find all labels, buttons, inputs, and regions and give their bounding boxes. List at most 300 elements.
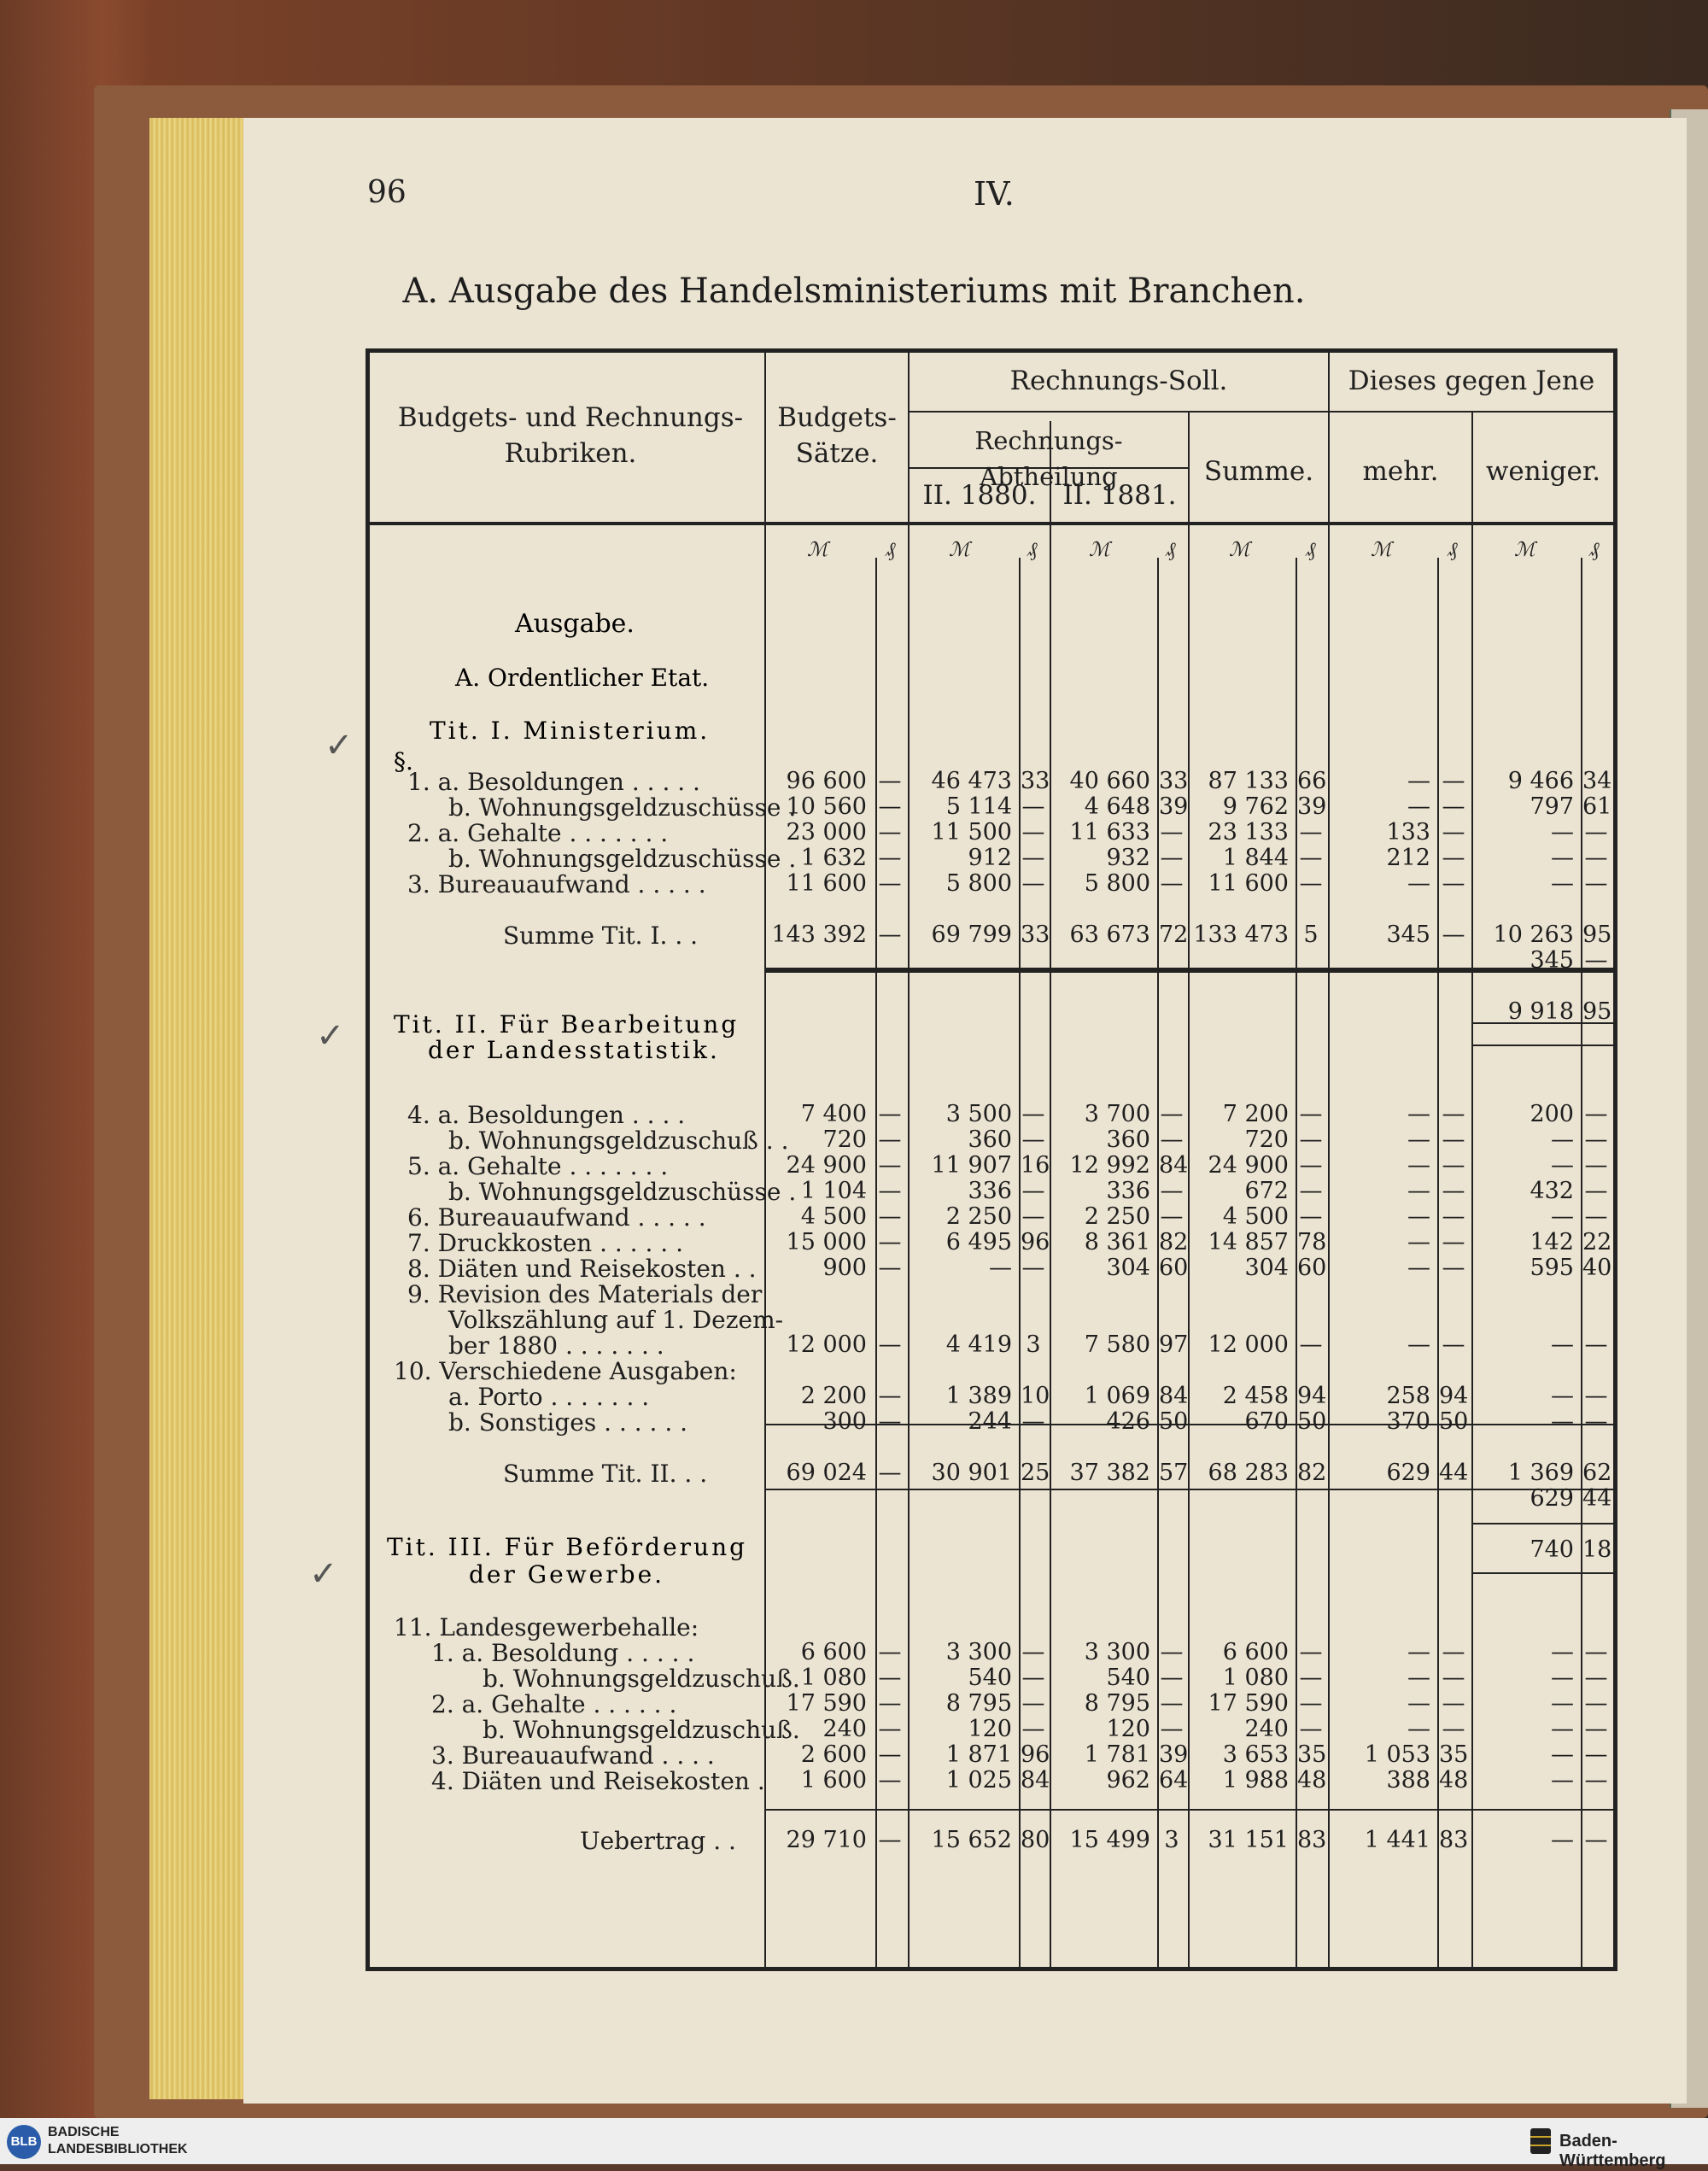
cell-a80p: — (1021, 1178, 1045, 1204)
cell-a80: 1 025 (945, 1767, 1012, 1794)
cell-mp: — (1442, 1178, 1465, 1204)
cell-w: — (1551, 1383, 1574, 1409)
cell-a81p: — (1160, 870, 1184, 897)
heading-tit1: Tit. I. Ministerium. (430, 717, 711, 745)
cell-s: 31 151 (1208, 1827, 1289, 1853)
cell-a81p: 50 (1159, 1408, 1189, 1435)
cell-s: 672 (1244, 1178, 1289, 1204)
cell-a81p: 57 (1159, 1460, 1189, 1486)
heading-paragraph: §. (394, 747, 413, 775)
cell-mp: — (1442, 1639, 1465, 1665)
row-label: 2. a. Gehalte . . . . . . (431, 1690, 677, 1718)
cell-a81p: 39 (1159, 793, 1189, 820)
table-row (370, 1331, 1622, 1360)
cell-a80p: 25 (1021, 1460, 1050, 1486)
cell-w: — (1551, 819, 1574, 846)
rule-h (370, 522, 1613, 525)
cell-m: — (1407, 768, 1430, 794)
unit-pf: ₰ (886, 539, 896, 561)
cell-bp: — (878, 1827, 902, 1853)
cell-s: 3 653 (1222, 1741, 1289, 1768)
cell-a81: 3 700 (1084, 1101, 1150, 1127)
cell-a81p: — (1160, 1690, 1184, 1717)
cell-wp: — (1584, 1716, 1608, 1742)
table-row (370, 1280, 1622, 1306)
row-label: 1. a. Besoldung . . . . . (431, 1639, 695, 1667)
cell-a80p: 96 (1021, 1229, 1050, 1255)
row-label: b. Sonstiges . . . . . . (448, 1408, 688, 1437)
cell-m: — (1407, 793, 1430, 820)
cell-a81: 360 (1106, 1126, 1150, 1153)
cell-sp: 60 (1297, 1255, 1327, 1281)
cell-m: 629 (1386, 1460, 1430, 1486)
cell-a80: 15 652 (931, 1827, 1012, 1853)
cell-a80: 5 800 (945, 870, 1012, 897)
cell-a81p: — (1160, 1178, 1184, 1204)
cell-wp: — (1584, 819, 1608, 846)
cell-bp: — (878, 1460, 902, 1486)
table-row (370, 1613, 1622, 1639)
cell-a81p: 64 (1159, 1767, 1189, 1794)
cell-a81: 1 069 (1084, 1383, 1150, 1409)
cell-a81: 5 800 (1084, 870, 1150, 897)
row-label: 9. Revision des Materials der (407, 1280, 763, 1308)
cell-bp: — (878, 922, 902, 948)
cell-b: 23 000 (786, 819, 867, 846)
cell-sp: — (1299, 1716, 1323, 1742)
cell-bp: — (878, 768, 902, 794)
cell-a80: 4 419 (945, 1331, 1012, 1358)
cell-b: 720 (822, 1126, 867, 1153)
cell-w: — (1551, 1741, 1574, 1768)
cell-bp: — (878, 1152, 902, 1179)
heading-tit2-line2: der Landesstatistik. (428, 1036, 720, 1064)
cell-bp: — (878, 1255, 902, 1281)
cell-b: 240 (822, 1716, 867, 1742)
unit-mark: ℳ (949, 539, 970, 561)
table-row (370, 1203, 1622, 1232)
cell-b: 10 560 (786, 793, 867, 820)
cell-sp: — (1299, 1178, 1323, 1204)
row-label: b. Wohnungsgeldzuschuß. (483, 1716, 800, 1744)
cell-a81p: 60 (1159, 1255, 1189, 1281)
header-summe: Summe. (1203, 456, 1314, 487)
cell-a81: 7 580 (1084, 1331, 1150, 1358)
cell-wp: 62 (1582, 1460, 1612, 1486)
page-number: 96 (367, 175, 407, 210)
cell-bp: — (878, 1203, 902, 1230)
cell-bp: — (878, 1178, 902, 1204)
cell-wp: — (1584, 845, 1608, 871)
cell-b: 15 000 (786, 1229, 867, 1255)
cell-mp: 48 (1439, 1767, 1469, 1794)
cell-a80: 540 (968, 1665, 1012, 1691)
cell-w: — (1551, 1408, 1574, 1435)
cell-wp: — (1584, 1827, 1608, 1853)
table-row (370, 1665, 1622, 1693)
cell-a80p: — (1021, 1126, 1045, 1153)
table-row (370, 1485, 1622, 1511)
pencil-check-icon: ✓ (316, 1016, 345, 1056)
cell-a80p: 33 (1021, 922, 1050, 948)
cell-a81p: 33 (1159, 768, 1189, 794)
cell-a80: 2 250 (945, 1203, 1012, 1230)
cell-a80p: — (1021, 870, 1045, 897)
cell-a80: 46 473 (931, 768, 1012, 794)
cell-wp: — (1584, 1331, 1608, 1358)
header-1880: II. 1880. (922, 480, 1037, 511)
cell-a80: 1 871 (945, 1741, 1012, 1768)
cell-b: 1 080 (800, 1665, 867, 1691)
cell-sp: — (1299, 1101, 1323, 1127)
cell-mp: — (1442, 870, 1465, 897)
cell-mp: — (1442, 1203, 1465, 1230)
cell-w: — (1551, 1152, 1574, 1179)
cell-w: 797 (1530, 793, 1574, 820)
cell-s: 14 857 (1208, 1229, 1289, 1255)
cell-w: — (1551, 1827, 1574, 1853)
header-1881: II. 1881. (1062, 480, 1177, 511)
table-row (370, 1460, 1622, 1488)
cell-m: 1 441 (1364, 1827, 1430, 1853)
cell-a81p: 3 (1164, 1827, 1179, 1853)
cell-a81p: — (1160, 845, 1184, 871)
cell-sp: 82 (1297, 1460, 1327, 1486)
row-label: Uebertrag . . (580, 1827, 736, 1855)
chapter-number: IV. (974, 175, 1015, 213)
row-label: 7. Druckkosten . . . . . . (407, 1229, 683, 1257)
cell-bp: — (878, 1665, 902, 1691)
cell-bp: — (878, 1383, 902, 1409)
cell-a81: 962 (1106, 1767, 1150, 1794)
cell-w: — (1551, 845, 1574, 871)
row-label: 8. Diäten und Reisekosten . . (407, 1255, 757, 1283)
cell-a80: 3 500 (945, 1101, 1012, 1127)
cell-m: — (1407, 870, 1430, 897)
table-row (370, 1690, 1622, 1716)
cell-wp: — (1584, 1639, 1608, 1665)
cell-a80p: 80 (1021, 1827, 1050, 1853)
table-row (370, 1255, 1622, 1283)
cell-w: — (1551, 870, 1574, 897)
cell-wp: — (1584, 1408, 1608, 1435)
cell-m: — (1407, 1255, 1430, 1281)
blb-name-line1: BADISCHE (48, 2125, 120, 2139)
cell-b: 900 (822, 1255, 867, 1281)
cell-sp: — (1299, 819, 1323, 846)
cell-a80p: 96 (1021, 1741, 1050, 1768)
cell-m: 212 (1386, 845, 1430, 871)
row-label: 3. Bureauaufwand . . . . . (407, 870, 706, 898)
cell-a81p: — (1160, 1639, 1184, 1665)
cell-a81: 120 (1106, 1716, 1150, 1742)
cell-s: 1 988 (1222, 1767, 1289, 1794)
cell-w: 432 (1530, 1178, 1574, 1204)
cell-m: — (1407, 1665, 1430, 1691)
cell-bp: — (878, 1229, 902, 1255)
cell-m: 370 (1386, 1408, 1430, 1435)
table-row (370, 1827, 1622, 1855)
cell-sp: — (1299, 1665, 1323, 1691)
row-label: 5. a. Gehalte . . . . . . . (407, 1152, 669, 1180)
cell-a80: — (989, 1255, 1012, 1281)
cell-a81p: — (1160, 1126, 1184, 1153)
cell-bp: — (878, 1767, 902, 1794)
cell-s: 133 473 (1193, 922, 1289, 948)
cell-w: — (1551, 1665, 1574, 1691)
row-label: 10. Verschiedene Ausgaben: (394, 1357, 737, 1385)
rule-h (908, 411, 1328, 413)
cell-a80p: — (1021, 1716, 1045, 1742)
cell-a81: 1 781 (1084, 1741, 1150, 1768)
cell-mp: — (1442, 922, 1465, 948)
cell-a80p: — (1021, 793, 1045, 820)
cell-a80p: 3 (1026, 1331, 1041, 1358)
cell-a80p: — (1021, 1408, 1045, 1435)
heading-tit3-line1: Tit. III. Für Beförderung (387, 1533, 748, 1561)
row-label: 11. Landesgewerbehalle: (394, 1613, 699, 1641)
cell-wp: 95 (1582, 998, 1612, 1025)
cell-sp: 48 (1297, 1767, 1327, 1794)
cell-s: 12 000 (1208, 1331, 1289, 1358)
cell-m: — (1407, 1639, 1430, 1665)
cell-bp: — (878, 1741, 902, 1768)
cell-s: 68 283 (1208, 1460, 1289, 1486)
row-label: 4. a. Besoldungen . . . . (407, 1101, 686, 1129)
cell-sp: 50 (1297, 1408, 1327, 1435)
cell-a80p: — (1021, 845, 1045, 871)
cell-a80: 336 (968, 1178, 1012, 1204)
cell-w: 345 (1530, 947, 1574, 974)
table-row (370, 998, 1622, 1024)
cell-sp: — (1299, 1331, 1323, 1358)
cell-wp: 95 (1582, 922, 1612, 948)
cell-a81p: 84 (1159, 1383, 1189, 1409)
table-row (370, 922, 1622, 950)
cell-a81p: 72 (1159, 922, 1189, 948)
cell-a80p: — (1021, 819, 1045, 846)
cell-sp: 5 (1303, 922, 1319, 948)
cell-w: 595 (1530, 1255, 1574, 1281)
row-label: b. Wohnungsgeldzuschüsse . (448, 793, 797, 822)
cell-m: 1 053 (1364, 1741, 1430, 1768)
cell-s: 87 133 (1208, 768, 1289, 794)
cell-mp: — (1442, 1255, 1465, 1281)
unit-mark: ℳ (1089, 539, 1110, 561)
table-row (370, 947, 1622, 973)
cell-bp: — (878, 870, 902, 897)
cell-m: — (1407, 1203, 1430, 1230)
cell-wp: 18 (1582, 1536, 1612, 1563)
unit-pf: ₰ (1306, 539, 1316, 561)
cell-m: 345 (1386, 922, 1430, 948)
cell-wp: — (1584, 1741, 1608, 1768)
cell-bp: — (878, 1331, 902, 1358)
cell-a80p: 33 (1021, 768, 1050, 794)
cell-s: 17 590 (1208, 1690, 1289, 1717)
cell-a81: 304 (1106, 1255, 1150, 1281)
cell-sp: — (1299, 1690, 1323, 1717)
cell-a81p: 84 (1159, 1152, 1189, 1179)
cell-s: 9 762 (1222, 793, 1289, 820)
ledger-table (366, 348, 1617, 1971)
cell-mp: 83 (1439, 1827, 1469, 1853)
cell-b: 29 710 (786, 1827, 867, 1853)
cell-m: — (1407, 1126, 1430, 1153)
unit-mark: ℳ (1514, 539, 1535, 561)
cell-b: 300 (822, 1408, 867, 1435)
unit-pf: ₰ (1166, 539, 1176, 561)
cell-mp: — (1442, 1229, 1465, 1255)
cell-s: 23 133 (1208, 819, 1289, 846)
cell-a80: 69 799 (931, 922, 1012, 948)
cell-b: 69 024 (786, 1460, 867, 1486)
cell-b: 1 600 (800, 1767, 867, 1794)
cell-b: 11 600 (786, 870, 867, 897)
cell-bp: — (878, 1408, 902, 1435)
cell-w: — (1551, 1331, 1574, 1358)
table-row (370, 1741, 1622, 1770)
cell-s: 7 200 (1222, 1101, 1289, 1127)
table-row (370, 845, 1622, 873)
cell-bp: — (878, 1716, 902, 1742)
cell-a80: 3 300 (945, 1639, 1012, 1665)
cell-sp: 94 (1297, 1383, 1327, 1409)
cell-a80: 120 (968, 1716, 1012, 1742)
cell-wp: 22 (1582, 1229, 1612, 1255)
cell-s: 2 458 (1222, 1383, 1289, 1409)
cell-wp: — (1584, 1665, 1608, 1691)
header-dieses-gegen-jene: Dieses gegen Jene (1348, 366, 1595, 396)
row-label: Summe Tit. II. . . (503, 1460, 708, 1488)
cell-a80p: — (1021, 1255, 1045, 1281)
row-label: b. Wohnungsgeldzuschüsse . (448, 845, 797, 873)
cell-a80: 11 500 (931, 819, 1012, 846)
cell-a81p: 39 (1159, 1741, 1189, 1768)
unit-pf: ₰ (1027, 539, 1038, 561)
rule-h (1328, 411, 1613, 413)
row-label: b. Wohnungsgeldzuschüsse . (448, 1178, 797, 1206)
cell-bp: — (878, 1101, 902, 1127)
heading-ordentlich: A. Ordentlicher Etat. (455, 664, 710, 692)
unit-pf: ₰ (1589, 539, 1600, 561)
cell-a81: 11 633 (1069, 819, 1150, 846)
cell-wp: — (1584, 1178, 1608, 1204)
cell-w: 740 (1530, 1536, 1574, 1563)
bw-name: Baden-Württemberg (1559, 2132, 1666, 2170)
table-row (370, 1716, 1622, 1744)
cell-mp: — (1442, 1690, 1465, 1717)
pencil-check-icon: ✓ (309, 1554, 338, 1594)
cell-a81p: — (1160, 1101, 1184, 1127)
unit-mark: ℳ (807, 539, 828, 561)
heading-tit3-line2: der Gewerbe. (469, 1560, 665, 1589)
heading-ausgabe: Ausgabe. (515, 609, 635, 639)
cell-m: 258 (1386, 1383, 1430, 1409)
table-row (370, 1229, 1622, 1255)
bw-crest-icon (1530, 2128, 1551, 2154)
cell-mp: — (1442, 1331, 1465, 1358)
cell-a80: 912 (968, 845, 1012, 871)
cell-mp: — (1442, 819, 1465, 846)
cell-w: — (1551, 1126, 1574, 1153)
page-edges (149, 118, 243, 2099)
table-row (370, 1536, 1622, 1562)
cell-w: 1 369 (1507, 1460, 1574, 1486)
cell-a80p: — (1021, 1639, 1045, 1665)
cell-a81p: — (1160, 1203, 1184, 1230)
cell-m: — (1407, 1178, 1430, 1204)
cell-a80: 30 901 (931, 1460, 1012, 1486)
cell-w: 9 466 (1507, 768, 1574, 794)
cell-sp: 39 (1297, 793, 1327, 820)
cell-a80p: 10 (1021, 1383, 1050, 1409)
row-label: 3. Bureauaufwand . . . . (431, 1741, 715, 1770)
cell-m: 388 (1386, 1767, 1430, 1794)
cell-mp: 44 (1439, 1460, 1469, 1486)
cell-wp: 44 (1582, 1485, 1612, 1512)
cell-sp: — (1299, 1126, 1323, 1153)
table-row (370, 870, 1622, 896)
unit-mark: ℳ (1229, 539, 1250, 561)
cell-b: 96 600 (786, 768, 867, 794)
rule-h (1471, 1572, 1613, 1574)
cell-bp: — (878, 819, 902, 846)
cell-wp: — (1584, 947, 1608, 974)
cell-w: — (1551, 1716, 1574, 1742)
header-budget: Budgets-Sätze. (777, 402, 897, 469)
cell-s: 1 844 (1222, 845, 1289, 871)
cell-m: — (1407, 1229, 1430, 1255)
cell-mp: 50 (1439, 1408, 1469, 1435)
cell-a81: 336 (1106, 1178, 1150, 1204)
cell-wp: — (1584, 1203, 1608, 1230)
rule-h (1471, 1523, 1613, 1524)
cell-b: 24 900 (786, 1152, 867, 1179)
cell-mp: — (1442, 1126, 1465, 1153)
cell-a80p: — (1021, 1665, 1045, 1691)
cell-sp: — (1299, 1152, 1323, 1179)
blb-name-line2: LANDESBIBLIOTHEK (48, 2142, 188, 2156)
cell-w: — (1551, 1639, 1574, 1665)
cell-w: 200 (1530, 1101, 1574, 1127)
cell-wp: — (1584, 1152, 1608, 1179)
cell-s: 6 600 (1222, 1639, 1289, 1665)
cell-w: 9 918 (1507, 998, 1574, 1025)
cell-a81: 8 361 (1084, 1229, 1150, 1255)
cell-a81: 3 300 (1084, 1639, 1150, 1665)
cell-b: 17 590 (786, 1690, 867, 1717)
cell-a81p: — (1160, 819, 1184, 846)
cell-a81: 2 250 (1084, 1203, 1150, 1230)
cell-m: — (1407, 1716, 1430, 1742)
header-rechnungs-abtheilung: Rechnungs-Abtheilung (974, 426, 1123, 491)
table-row (370, 1306, 1622, 1334)
cell-mp: — (1442, 768, 1465, 794)
cell-b: 143 392 (771, 922, 867, 948)
footer-bar (0, 2118, 1708, 2170)
cell-w: 629 (1530, 1485, 1574, 1512)
row-label: a. Porto . . . . . . . (448, 1383, 650, 1411)
table-row (370, 1152, 1622, 1178)
cell-w: — (1551, 1203, 1574, 1230)
cell-mp: — (1442, 1152, 1465, 1179)
unit-mark: ℳ (1371, 539, 1392, 561)
header-rubriken: Budgets- und Rechnungs-Rubriken. (397, 402, 744, 469)
row-label: Summe Tit. I. . . (503, 922, 699, 950)
cell-wp: 40 (1582, 1255, 1612, 1281)
cell-a81p: — (1160, 1665, 1184, 1691)
